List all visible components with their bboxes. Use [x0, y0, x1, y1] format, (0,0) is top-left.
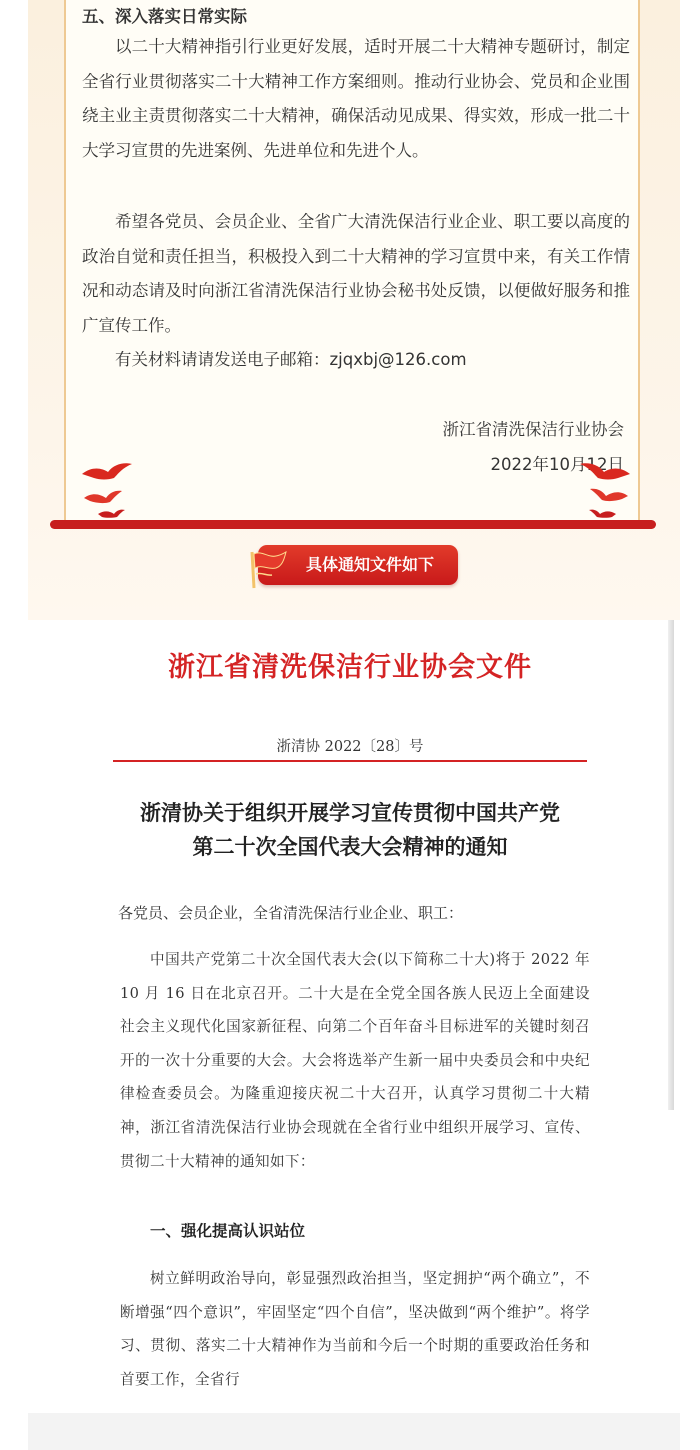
- document-title: 浙江省清洗保洁行业协会文件: [168, 652, 532, 683]
- divider-red-bar: [50, 520, 656, 529]
- notice-paragraph-1: 以二十大精神指引行业更好发展，适时开展二十大精神专题研讨，制定全省行业贯彻落实二十大精神工作方案细则。推动行业协会、党员和企业围绕主业主责贯彻落实二十大精神，确保活动见成果、得实效，形成一批二十大学习宣贯的先进案例、先进单位和先进个人。: [82, 37, 630, 160]
- document-body-paragraph-1: 中国共产党第二十次全国代表大会(以下简称二十大)将于 2022 年 10 月 16 日在北京召开。二十大是在全党全国各族人民迈上全面建设社会主义现代化国家新征程、向第二个百年奋斗目标进军的关键时刻召开的一次十分重要的大会。大会将选举产生新一届中央委员会和中央纪律检查委员会。为隆重迎接庆祝二十大召开，认真学习贯彻二十大精神，浙江省清洗保洁行业协会现就在全省行业中组织开展学习、宣传、贯彻二十大精神的通知如下：: [120, 951, 590, 1170]
- document-number: 浙清协 2022〔28〕号: [276, 739, 424, 755]
- dove-left-icon: [78, 458, 138, 520]
- signature-date: 2022年10月12日: [490, 455, 624, 474]
- document-section-one-heading: 一、强化提高认识站位: [150, 1222, 306, 1240]
- document-salutation: 各党员、会员企业，全省清洗保洁行业企业、职工：: [118, 904, 464, 922]
- notice-email-line: 有关材料请请发送电子邮箱：zjqxbj@126.com: [115, 350, 467, 369]
- document-banner: 具体通知文件如下: [258, 545, 458, 585]
- section-five-heading: 五、深入落实日常实际: [82, 7, 247, 26]
- signature-organization: 浙江省清洗保洁行业协会: [442, 420, 624, 439]
- notice-panel: [64, 0, 640, 522]
- bottom-strip: [28, 1413, 680, 1450]
- red-flag-icon: [246, 548, 290, 590]
- notice-paragraph-2: 希望各党员、会员企业、全省广大清洗保洁行业企业、职工要以高度的政治自觉和责任担当，积极投入到二十大精神的学习宣贯中来，有关工作情况和动态请及时向浙江省清洗保洁行业协会秘书处反馈，以便做好服务和推广宣传工作。: [82, 212, 630, 335]
- dove-right-icon: [574, 460, 634, 522]
- document-heading-line-1: 浙清协关于组织开展学习宣传贯彻中国共产党: [140, 801, 560, 825]
- document-heading-line-2: 第二十次全国代表大会精神的通知: [192, 835, 508, 859]
- document-body-paragraph-2: 树立鲜明政治导向，彰显强烈政治担当，坚定拥护“两个确立”，不断增强“四个意识”，牢固坚定“四个自信”，坚决做到“两个维护”。将学习、贯彻、落实二十大精神作为当前和今后一个时期的重要政治任务和首要工作，全省行: [120, 1270, 590, 1388]
- document-red-rule: [113, 760, 587, 762]
- document-edge: [668, 620, 674, 1110]
